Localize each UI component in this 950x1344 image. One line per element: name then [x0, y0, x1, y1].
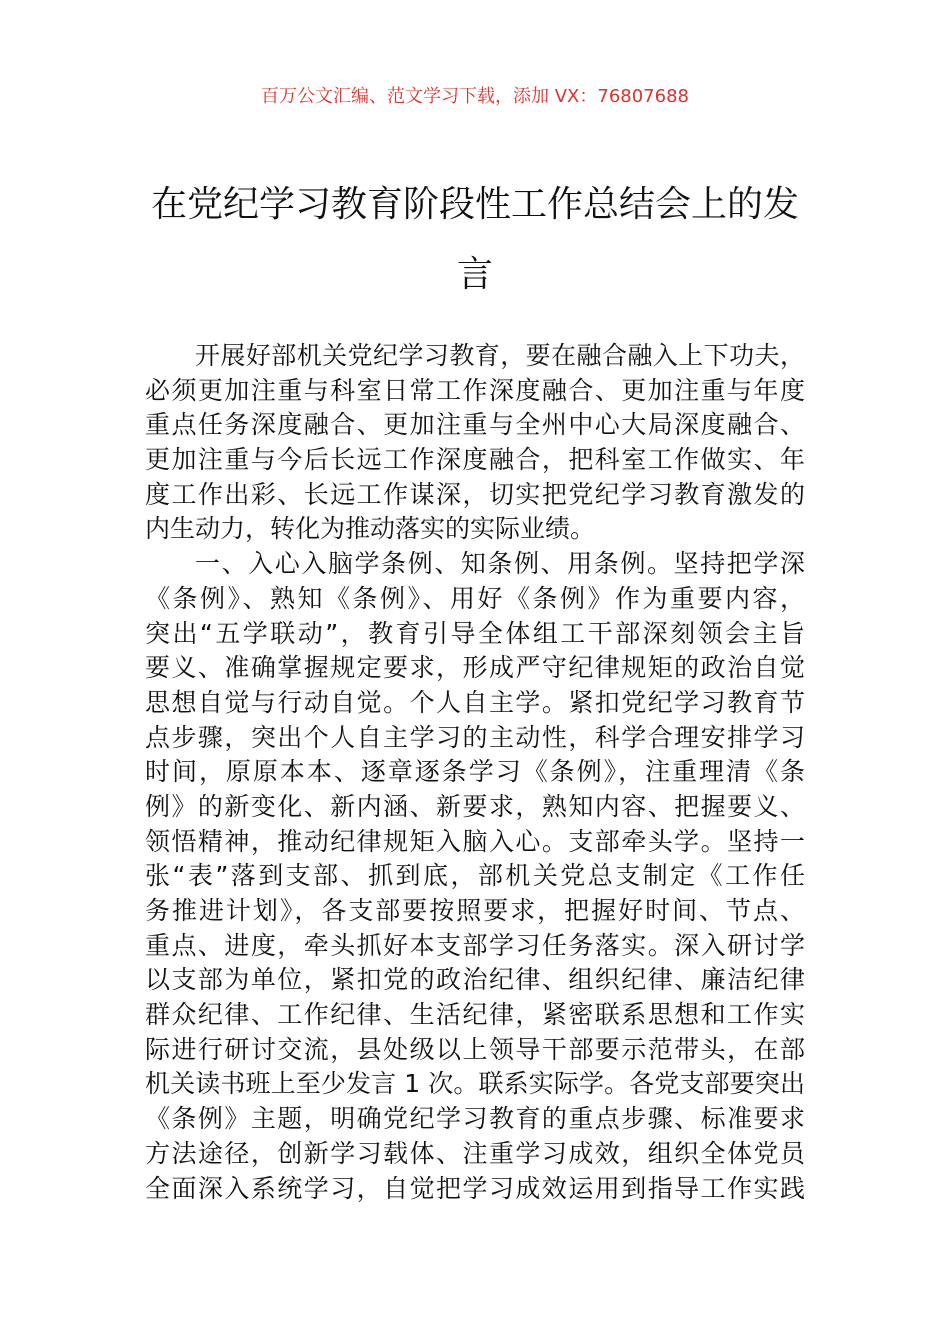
paragraph-section-one [145, 547, 805, 1206]
text-line: 重点任务深度融合、更加注重与全州中心大局深度融合、 [145, 410, 805, 440]
document-body [145, 339, 805, 1206]
watermark-header: 百万公文汇编、范文学习下载，添加 VX：76807688 [261, 86, 689, 107]
document-title [0, 170, 950, 310]
title-line: 在党纪学习教育阶段性工作总结会上的发 [150, 184, 799, 225]
text-line: 方法途径，创新学习载体、注重学习成效，组织全体党员 [145, 1138, 805, 1168]
text-line: 开展好部机关党纪学习教育，要在融合融入上下功夫， [195, 341, 805, 370]
paragraph-intro [145, 339, 805, 547]
text-line: 务推进计划》，各支部要按照要求，把握好时间、节点、 [145, 896, 805, 925]
text-line: 突出“五学联动”，教育引导全体组工干部深刻领会主旨 [145, 618, 805, 648]
text-line: 际进行研讨交流，县处级以上领导干部要示范带头，在部 [145, 1034, 805, 1064]
text-line: 领悟精神，推动纪律规矩入脑入心。支部牵头学。坚持一 [145, 826, 805, 856]
text-line: 内生动力，转化为推动落实的实际业绩。 [145, 514, 596, 544]
text-line: 时间，原原本本、逐章逐条学习《条例》，注重理清《条 [145, 757, 805, 787]
text-line: 全面深入系统学习，自觉把学习成效运用到指导工作实践 [145, 1173, 805, 1203]
text-line: 《条例》主题，明确党纪学习教育的重点步骤、标准要求 [145, 1104, 805, 1134]
text-line: 一、入心入脑学条例、知条例、用条例。坚持把学深 [195, 549, 805, 579]
text-line: 例》的新变化、新内涵、新要求，熟知内容、把握要义、 [145, 791, 805, 821]
text-line: 机关读书班上至少发言 1 次。联系实际学。各党支部要突出 [145, 1069, 805, 1099]
text-line: 以支部为单位，紧扣党的政治纪律、组织纪律、廉洁纪律 [145, 965, 805, 995]
text-line: 思想自觉与行动自觉。个人自主学。紧扣党纪学习教育节 [145, 687, 805, 717]
text-line: 度工作出彩、长远工作谋深，切实把党纪学习教育激发的 [145, 479, 805, 509]
text-line: 更加注重与今后长远工作深度融合，把科室工作做实、年 [145, 445, 805, 475]
title-line: 言 [456, 254, 493, 295]
text-line: 群众纪律、工作纪律、生活纪律，紧密联系思想和工作实 [145, 1000, 805, 1030]
text-line: 要义、准确掌握规定要求，形成严守纪律规矩的政治自觉 [145, 653, 805, 683]
text-line: 张“表”落到支部、抓到底，部机关党总支制定《工作任 [145, 861, 805, 891]
text-line: 重点、进度，牵头抓好本支部学习任务落实。深入研讨学 [145, 930, 805, 960]
text-line: 点步骤，突出个人自主学习的主动性，科学合理安排学习 [145, 722, 805, 752]
text-line: 必须更加注重与科室日常工作深度融合、更加注重与年度 [145, 375, 805, 405]
text-line: 《条例》、熟知《条例》、用好《条例》作为重要内容， [145, 583, 805, 613]
